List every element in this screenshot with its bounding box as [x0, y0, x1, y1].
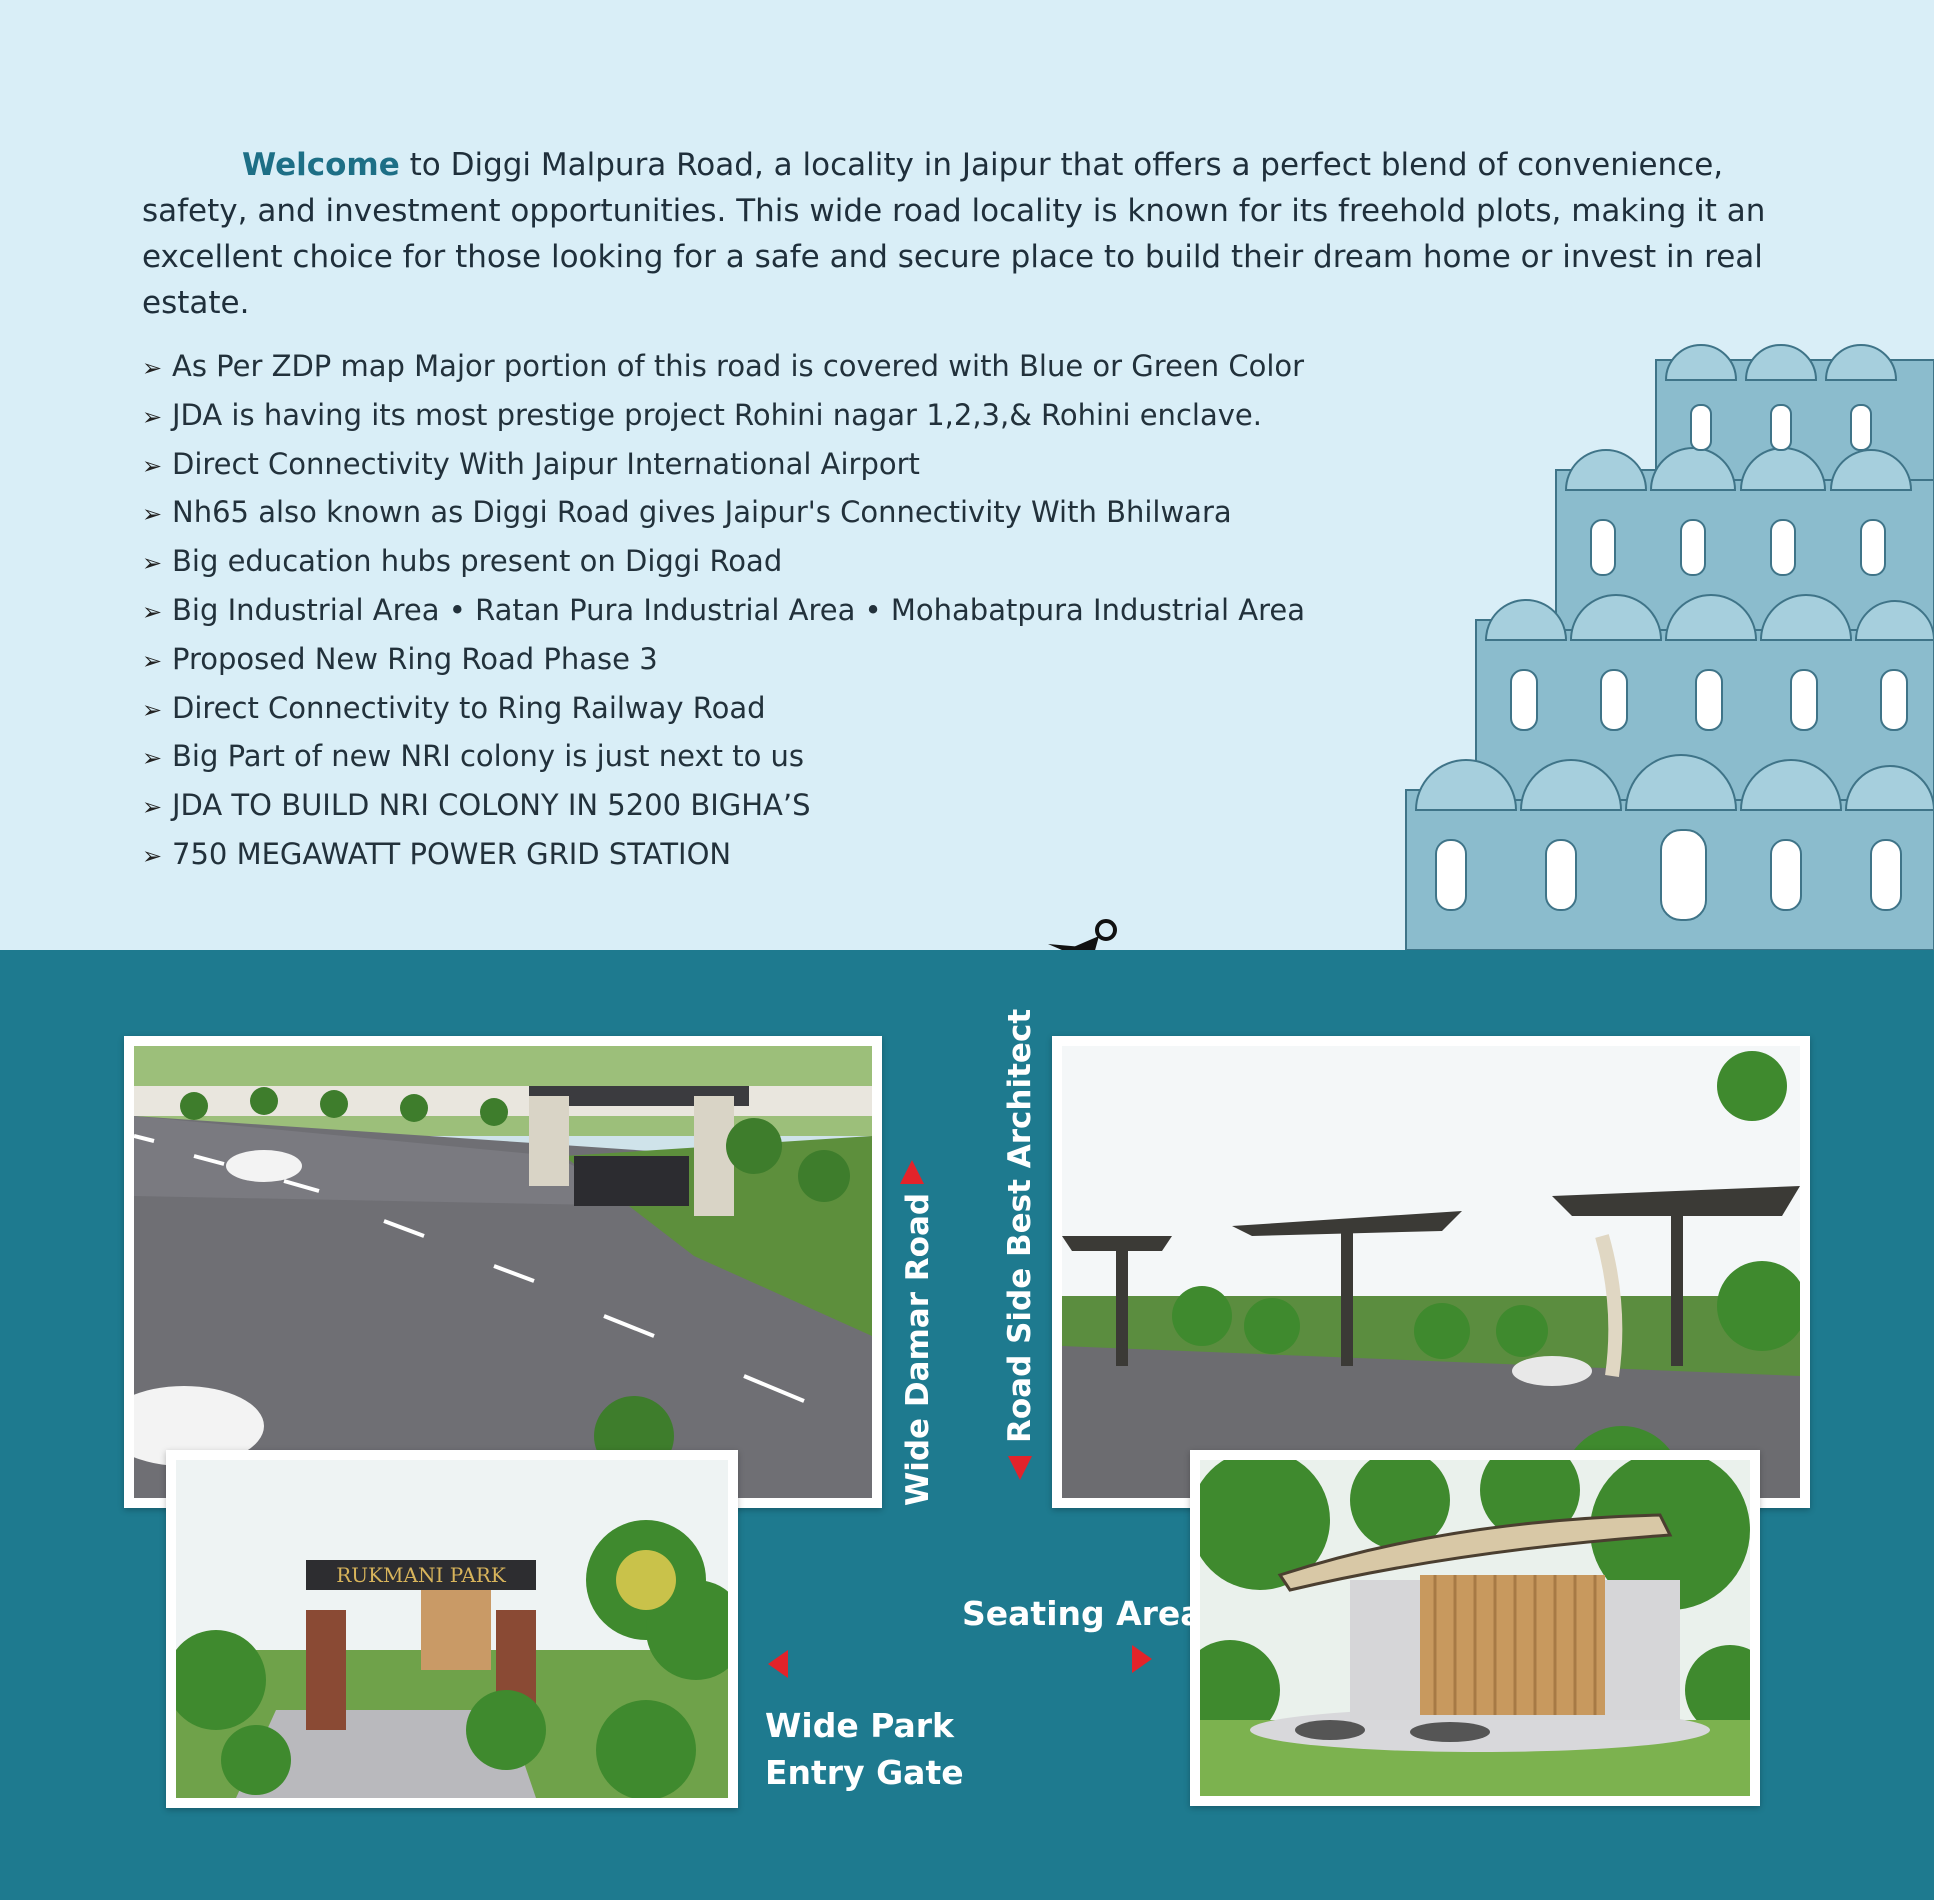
- intro-paragraph: [142, 142, 1802, 326]
- arrow-bullet-icon: ➢: [142, 549, 163, 578]
- caption-wide-park: Wide Park Entry Gate: [765, 1706, 964, 1792]
- list-item: ➢ Direct Connectivity With Jaipur International Airport: [142, 440, 1305, 489]
- feature-list: [142, 342, 1305, 879]
- road-render-image: [134, 1046, 872, 1498]
- arrow-bullet-icon: ➢: [142, 744, 163, 773]
- arrow-bullet-icon: ➢: [142, 500, 163, 529]
- welcome-word: Welcome: [242, 147, 400, 183]
- arrow-bullet-icon: ➢: [142, 646, 163, 675]
- arrow-bullet-icon: ➢: [142, 793, 163, 822]
- intro-text: to Diggi Malpura Road, a locality in Jaipur that offers a perfect blend of convenience, safety, and investment opportunities. This wide road locality is known for its freehold plots, making it an excellent choice for those looking for a safe and secure place to build their dream home or invest in real estate.: [142, 147, 1766, 321]
- seating-render-image: [1200, 1460, 1750, 1796]
- list-item: ➢ Big Industrial Area • Ratan Pura Industrial Area • Mohabatpura Industrial Area: [142, 586, 1305, 635]
- arrow-down-icon: [1008, 1456, 1032, 1480]
- photo-park-gate: [166, 1450, 738, 1808]
- arrow-bullet-icon: ➢: [142, 354, 163, 382]
- photo-wide-road: [124, 1036, 882, 1508]
- arrow-bullet-icon: ➢: [142, 597, 163, 626]
- photo-roadside-architect: [1052, 1036, 1810, 1508]
- arrow-bullet-icon: ➢: [142, 451, 163, 480]
- arrow-up-icon: [900, 1160, 924, 1184]
- arrow-bullet-icon: ➢: [142, 841, 163, 870]
- photo-seating-area: [1190, 1450, 1760, 1806]
- gallery-section: [0, 950, 1934, 1900]
- gate-sign-text: RUKMANI PARK: [336, 1563, 506, 1587]
- list-item: ➢ Nh65 also known as Diggi Road gives Jaipur's Connectivity With Bhilwara: [142, 488, 1305, 537]
- list-item: ➢ Direct Connectivity to Ring Railway Road: [142, 684, 1305, 733]
- list-item: ➢ As Per ZDP map Major portion of this road is covered with Blue or Green Color: [142, 342, 1305, 391]
- park-gate-render-image: [176, 1460, 728, 1798]
- caption-seating-area: Seating Area: [962, 1594, 1203, 1633]
- arrow-right-icon: [1132, 1645, 1152, 1673]
- arrow-bullet-icon: ➢: [142, 695, 163, 724]
- hawa-mahal-illustration: [1396, 320, 1934, 950]
- list-item: ➢ JDA is having its most prestige project Rohini nagar 1,2,3,& Rohini enclave.: [142, 391, 1305, 440]
- roadside-render-image: [1062, 1046, 1800, 1498]
- list-item: ➢ Big Part of new NRI colony is just next to us: [142, 732, 1305, 781]
- list-item: ➢ 750 MEGAWATT POWER GRID STATION: [142, 830, 1305, 879]
- list-item: ➢ JDA TO BUILD NRI COLONY IN 5200 BIGHA’S: [142, 781, 1305, 830]
- caption-wide-damar-road: Wide Damar Road: [900, 1192, 936, 1506]
- list-item: ➢ Big education hubs present on Diggi Road: [142, 537, 1305, 586]
- arrow-left-icon: [768, 1650, 788, 1678]
- caption-road-side-architect: Road Side Best Architect: [1002, 1008, 1038, 1443]
- list-item: ➢ Proposed New Ring Road Phase 3: [142, 635, 1305, 684]
- arrow-bullet-icon: ➢: [142, 402, 163, 431]
